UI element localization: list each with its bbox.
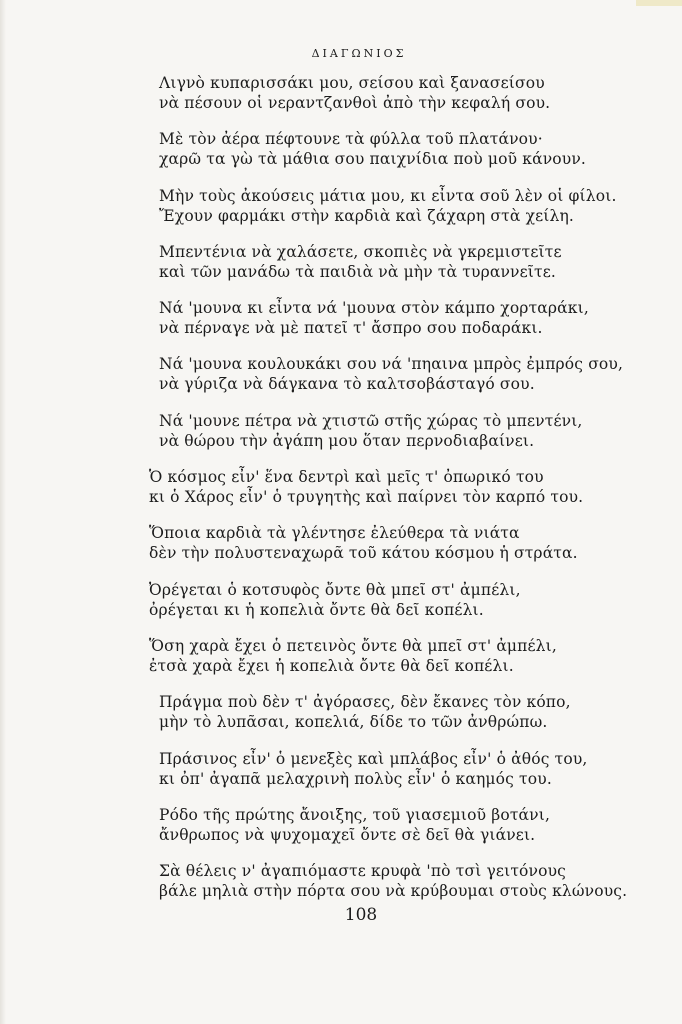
verse-line: νὰ θώρου τὴν ἀγάπη μου ὅταν περνοδιαβαίνει. [159,431,535,450]
couplet [143,636,663,692]
couplet [143,467,663,523]
verse-line: Ὅση χαρὰ ἔχει ὁ πετεινὸς ὄντε θὰ μπεῖ στ' ἀμπέλι, [149,636,557,655]
verse-line: Νά 'μουνε πέτρα νὰ χτιστῶ στῆς χώρας τὸ μπεντένι, [159,411,583,430]
couplet [143,692,663,748]
couplet [143,523,663,579]
verse-line: ἐτσὰ χαρὰ ἔχει ἡ κοπελιὰ ὄντε θὰ δεῖ κοπέλι. [149,656,514,675]
verse-line: Πράγμα ποὺ δὲν τ' ἀγόρασες, δὲν ἔκανες τὸν κόπο, [159,693,571,712]
page-corner-mark [636,0,682,6]
couplet [143,411,663,467]
page-number: 108 [344,905,378,925]
verse-line: νὰ πέρναγε νὰ μὲ πατεῖ τ' ἄσπρο σου ποδαράκι. [159,319,543,338]
verse-line: Μὴν τοὺς ἀκούσεις μάτια μου, κι εἶντα σοῦ λὲν οἱ φίλοι. [159,186,617,205]
verse-line: Ὀρέγεται ὁ κοτσυφὸς ὄντε θὰ μπεῖ στ' ἀμπέλι, [149,580,521,599]
couplet [143,298,663,354]
couplet [143,354,663,410]
verse-line: Πράσινος εἶν' ὁ μενεξὲς καὶ μπλάβος εἶν' ὁ ἀθός του, [159,749,588,768]
couplet [143,73,663,129]
verse-line: Μὲ τὸν ἀέρα πέφτουνε τὰ φύλλα τοῦ πλατάνου· [159,130,543,149]
verse-line: καὶ τῶν μανάδω τὰ παιδιὰ νὰ μὴν τὰ τυραννεῖτε. [159,262,557,281]
verse-line: νὰ πέσουν οἱ νεραντζανθοὶ ἀπὸ τὴν κεφαλή σου. [159,94,551,112]
couplet [143,749,663,805]
verse-line: δὲν τὴν πολυστεναχωρᾶ τοῦ κάτου κόσμου ἡ στράτα. [149,544,578,563]
page-edge-shadow [0,0,6,1024]
verse-line: κι ὀπ' ἀγαπᾶ μελαχρινὴ πολὺς εἶν' ὁ καημός του. [159,769,552,788]
verse-line: βάλε μηλιὰ στὴν πόρτα σου νὰ κρύβουμαι στοὺς κλώνους. [159,882,628,901]
verse-line: ἄνθρωπος νὰ ψυχομαχεῖ ὄντε σὲ δεῖ θὰ γιάνει. [159,825,536,844]
verse-line: μὴν τὸ λυπᾶσαι, κοπελιά, δίδε το τῶν ἀνθρώπω. [159,713,548,732]
couplet [143,129,663,185]
verse-line: Νά 'μουνα κουλουκάκι σου νά 'πηαινα μπρὸς ἐμπρός σου, [159,355,624,374]
verse-line: κι ὁ Χάρος εἶν' ὁ τρυγητὴς καὶ παίρνει τὸν καρπό του. [149,488,584,507]
couplet [143,242,663,298]
verse-line: Νά 'μουνα κι εἶντα νά 'μουνα στὸν κάμπο χορταράκι, [159,299,589,318]
verse-line: Λιγνὸ κυπαρισσάκι μου, σείσου καὶ ξανασείσου [159,74,545,92]
verse-line: Ὅποια καρδιὰ τὰ γλέντησε ἐλεύθερα τὰ νιάτα [149,524,520,543]
verse-line: Ὁ κόσμος εἶν' ἕνα δεντρὶ καὶ μεῖς τ' ὀπωρικό του [149,468,544,487]
verse-line: ὀρέγεται κι ἡ κοπελιὰ ὄντε θὰ δεῖ κοπέλι. [149,600,484,619]
verse-line: Μπεντένια νὰ χαλάσετε, σκοπιὲς νὰ γκρεμιστεῖτε [159,242,562,261]
verse-line: χαρῶ τα γὼ τὰ μάθια σου παιχνίδια ποὺ μοῦ κάνουν. [159,150,586,169]
verse-line: νὰ γύριζα νὰ δάγκανα τὸ καλτσοβάσταγό σου. [159,375,535,394]
couplet [143,580,663,636]
couplet [143,186,663,242]
poem-body [143,73,663,917]
verse-line: Ρόδο τῆς πρώτης ἄνοιξης, τοῦ γιασεμιοῦ βοτάνι, [159,805,551,824]
running-header: ΔΙΑΓΩΝΙΟΣ [311,47,407,60]
verse-line: Ἔχουν φαρμάκι στὴν καρδιὰ καὶ ζάχαρη στὰ χείλη. [159,206,574,225]
couplet [143,805,663,861]
verse-line: Σὰ θέλεις ν' ἀγαπιόμαστε κρυφὰ 'πὸ τσὶ γειτόνους [159,862,566,881]
